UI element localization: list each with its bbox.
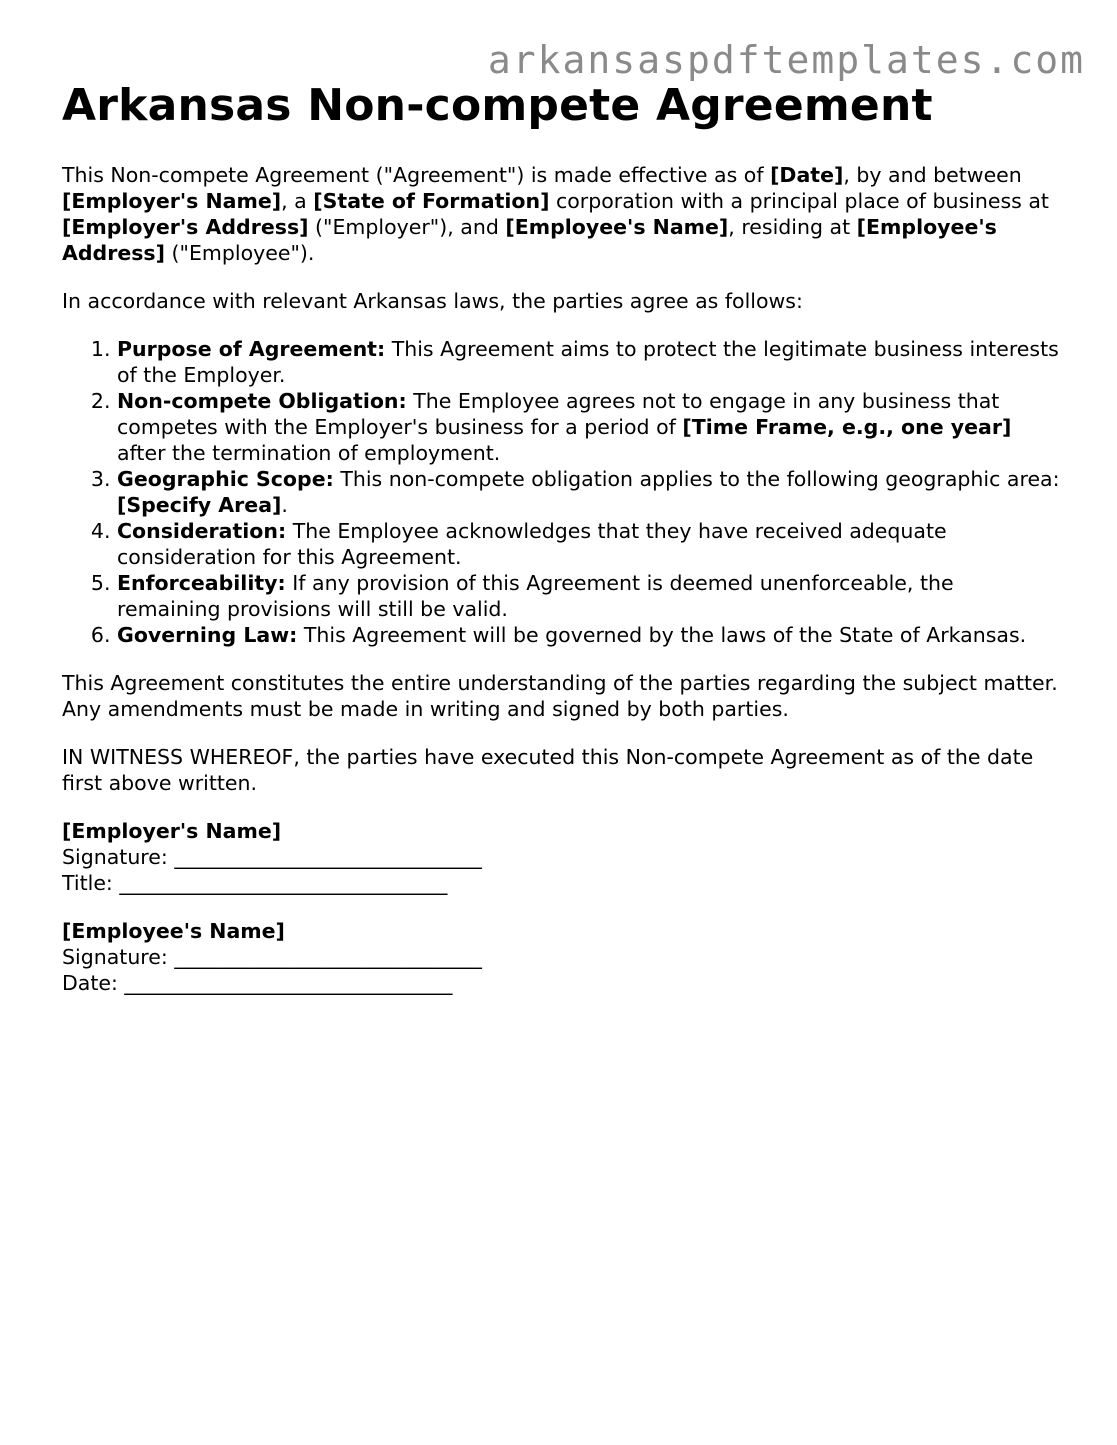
intro-text: , residing at xyxy=(728,215,857,239)
intro-text: , a xyxy=(281,189,314,213)
clause-text: This Agreement will be governed by the laws of the State of Arkansas. xyxy=(297,623,1027,647)
clause-item xyxy=(117,622,1062,648)
clause-item xyxy=(117,466,1062,518)
clause-list xyxy=(62,336,1062,648)
intro-text: ("Employer"), and xyxy=(308,215,506,239)
document-page xyxy=(62,78,1062,996)
clause-text: This Agreement aims to protect the legitimate business interests of the Employer. xyxy=(117,337,1059,387)
closing-paragraph: This Agreement constitutes the entire understanding of the parties regarding the subject matter. Any amendments must be made in writing and signed by both parties. xyxy=(62,671,1058,721)
clause-heading: Purpose of Agreement: xyxy=(117,337,386,361)
intro-text: , by and between xyxy=(843,163,1022,187)
clause-text: after the termination of employment. xyxy=(117,441,501,465)
employer-name-placeholder: [Employer's Name] xyxy=(62,189,282,213)
clause-item xyxy=(117,570,1062,622)
watermark: arkansaspdftemplates.com xyxy=(487,38,1085,82)
employer-name-label: [Employer's Name] xyxy=(62,819,282,843)
employee-name-label: [Employee's Name] xyxy=(62,919,285,943)
clause-text: . xyxy=(281,493,288,517)
area-placeholder: [Specify Area] xyxy=(117,493,282,517)
clause-text: If any provision of this Agreement is deemed unenforceable, the remaining provisions will still be valid. xyxy=(117,571,954,621)
clause-text: This non-compete obligation applies to the following geographic area: xyxy=(333,467,1060,491)
employer-signature-line: Signature: ______________________________ xyxy=(62,845,482,869)
clause-item xyxy=(117,336,1062,388)
clause-heading: Non-compete Obligation: xyxy=(117,389,407,413)
witness-paragraph: IN WITNESS WHEREOF, the parties have executed this Non-compete Agreement as of the date first above written. xyxy=(62,745,1034,795)
employee-address-placeholder: [Employee's Address] xyxy=(62,215,997,265)
date-placeholder: [Date] xyxy=(770,163,844,187)
intro-text: corporation with a principal place of business at xyxy=(549,189,1049,213)
document-title: Arkansas Non-compete Agreement xyxy=(62,80,933,131)
time-frame-placeholder: [Time Frame, e.g., one year] xyxy=(682,415,1012,439)
clause-item xyxy=(117,388,1062,466)
employer-signature-block xyxy=(62,818,1062,896)
clause-text: The Employee agrees not to engage in any business that competes with the Employer's business for a period of xyxy=(117,389,1000,439)
state-placeholder: [State of Formation] xyxy=(313,189,550,213)
employee-date-line: Date: ________________________________ xyxy=(62,971,453,995)
clause-heading: Consideration: xyxy=(117,519,287,543)
intro-text: This Non-compete Agreement ("Agreement") is made effective as of xyxy=(62,163,771,187)
clause-text: The Employee acknowledges that they have received adequate consideration for this Agreement. xyxy=(117,519,947,569)
clause-heading: Governing Law: xyxy=(117,623,298,647)
employee-signature-line: Signature: ______________________________ xyxy=(62,945,482,969)
intro-text: ("Employee"). xyxy=(165,241,315,265)
lead-paragraph: In accordance with relevant Arkansas laws, the parties agree as follows: xyxy=(62,289,803,313)
employer-address-placeholder: [Employer's Address] xyxy=(62,215,309,239)
employee-signature-block xyxy=(62,918,1062,996)
clause-item xyxy=(117,518,1062,570)
employer-title-line: Title: ________________________________ xyxy=(62,871,448,895)
clause-heading: Enforceability: xyxy=(117,571,286,595)
intro-paragraph xyxy=(62,162,1062,266)
employee-name-placeholder: [Employee's Name] xyxy=(505,215,729,239)
clause-heading: Geographic Scope: xyxy=(117,467,334,491)
